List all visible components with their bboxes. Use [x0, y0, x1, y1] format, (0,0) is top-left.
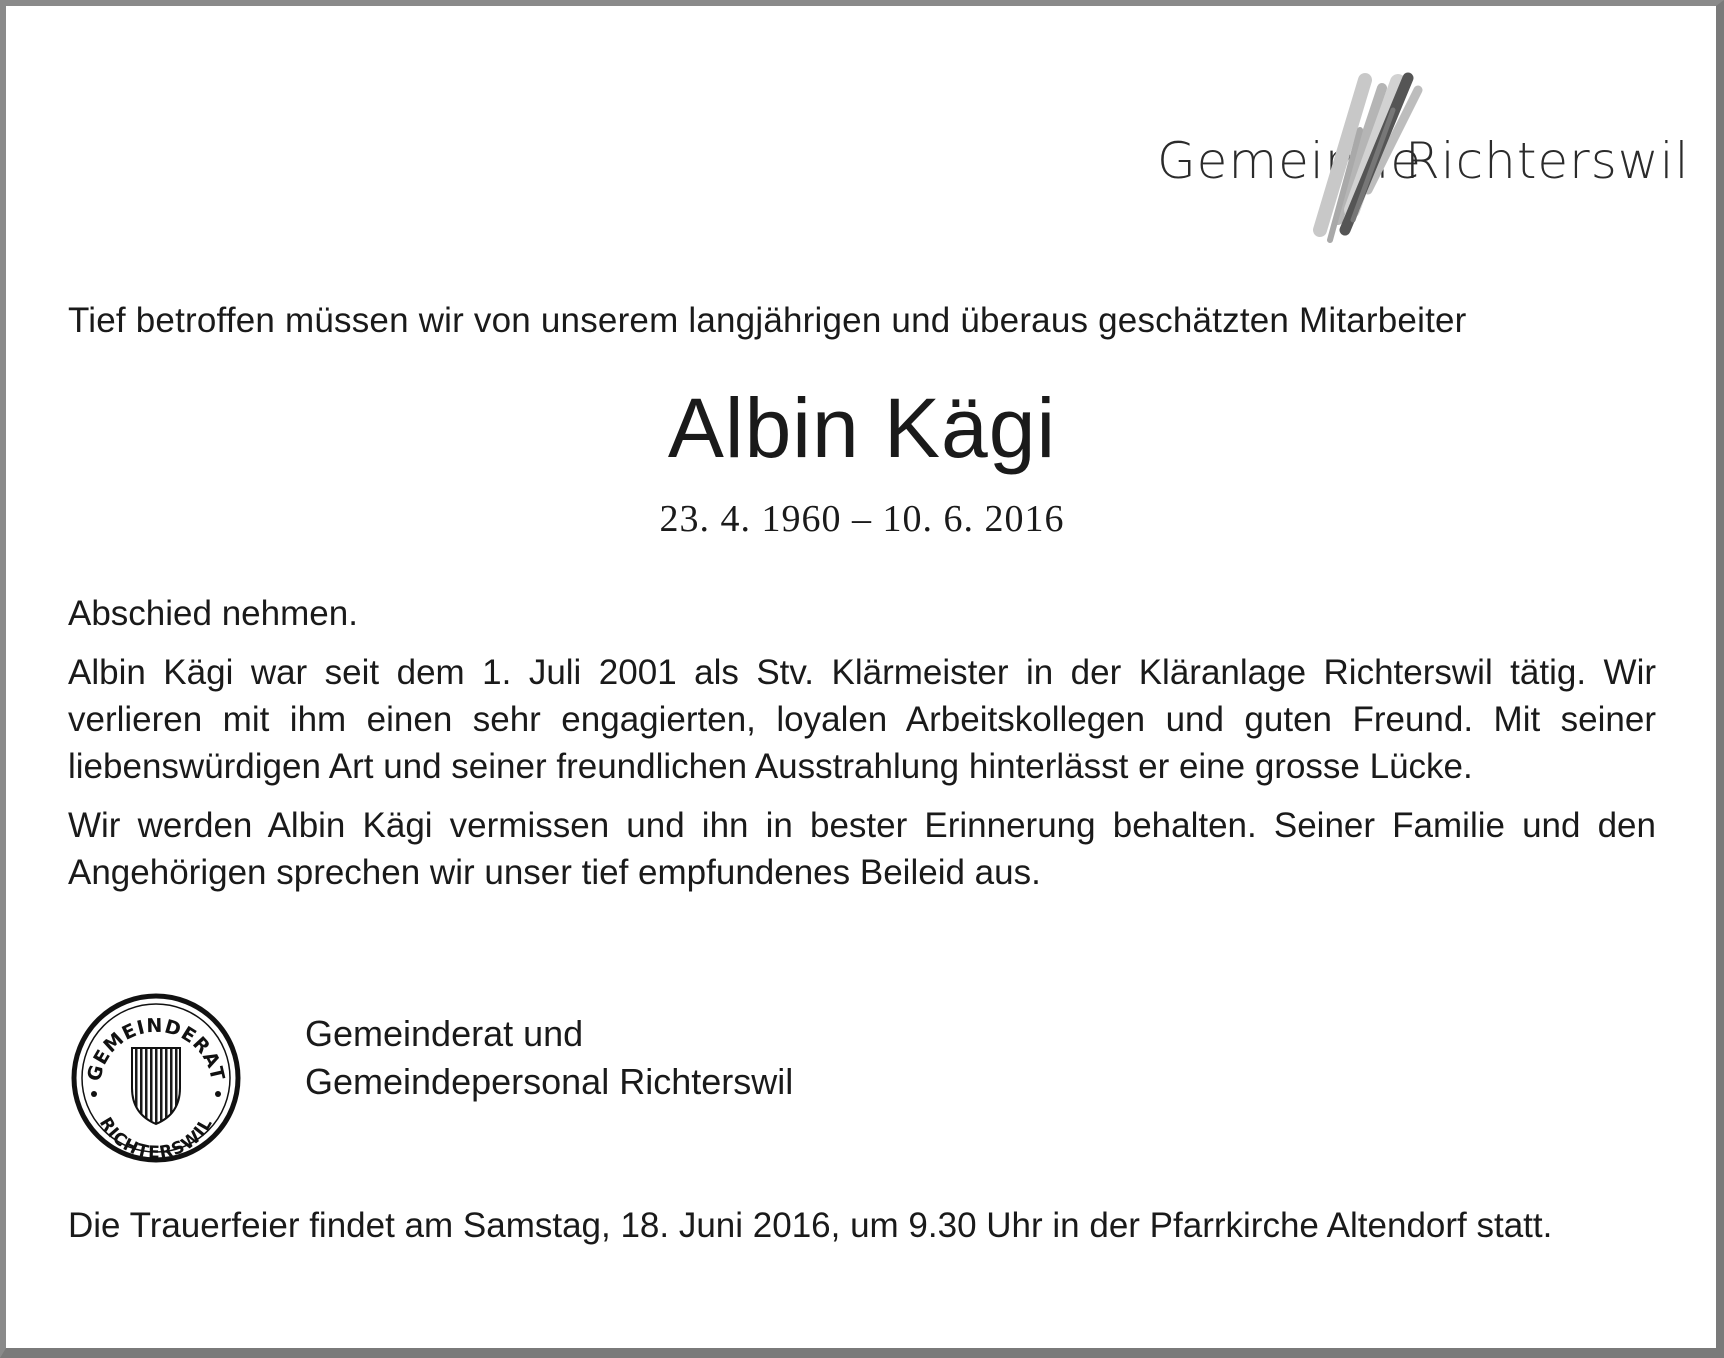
seal-top-text: GEMEINDERAT	[83, 1014, 229, 1084]
signature-line-1: Gemeinderat und	[305, 1013, 584, 1054]
paragraph-condolences: Wir werden Albin Kägi vermissen und ihn in bester Erinnerung behalten. Seiner Familie und den Angehörigen sprechen wir unser tief empfundenes Beileid aus.	[68, 806, 1656, 892]
logo-text-richterswil: Richterswil	[1405, 132, 1690, 190]
municipality-logo	[1100, 70, 1690, 250]
logo-text-gemeinde: Gemeinde	[1156, 132, 1422, 190]
life-dates: 23. 4. 1960 – 10. 6. 2016	[659, 498, 1065, 540]
funeral-notice: Die Trauerfeier findet am Samstag, 18. Juni 2016, um 9.30 Uhr in der Pfarrkirche Altendorf statt.	[68, 1206, 1553, 1245]
seal-bottom-text: RICHTERSWIL	[94, 1114, 218, 1164]
municipal-seal-icon	[70, 992, 242, 1164]
paragraph-career: Albin Kägi war seit dem 1. Juli 2001 als Stv. Klärmeister in der Kläranlage Richterswil tätig. Wir verlieren mit ihm einen sehr engagierten, loyalen Arbeitskollegen und guten Freund. Mit seiner liebenswürdigen Art und seiner freundlichen Ausstrahlung hinterlässt er eine grosse Lücke.	[68, 653, 1656, 786]
signature-line-2: Gemeindepersonal Richterswil	[305, 1061, 794, 1102]
signature-block	[305, 1010, 793, 1106]
deceased-name: Albin Kägi	[667, 381, 1057, 475]
intro-line: Tief betroffen müssen wir von unserem langjährigen und überaus geschätzten Mitarbeiter	[68, 301, 1467, 340]
paragraph-farewell: Abschied nehmen.	[68, 594, 358, 633]
announcement-body	[68, 590, 1656, 908]
